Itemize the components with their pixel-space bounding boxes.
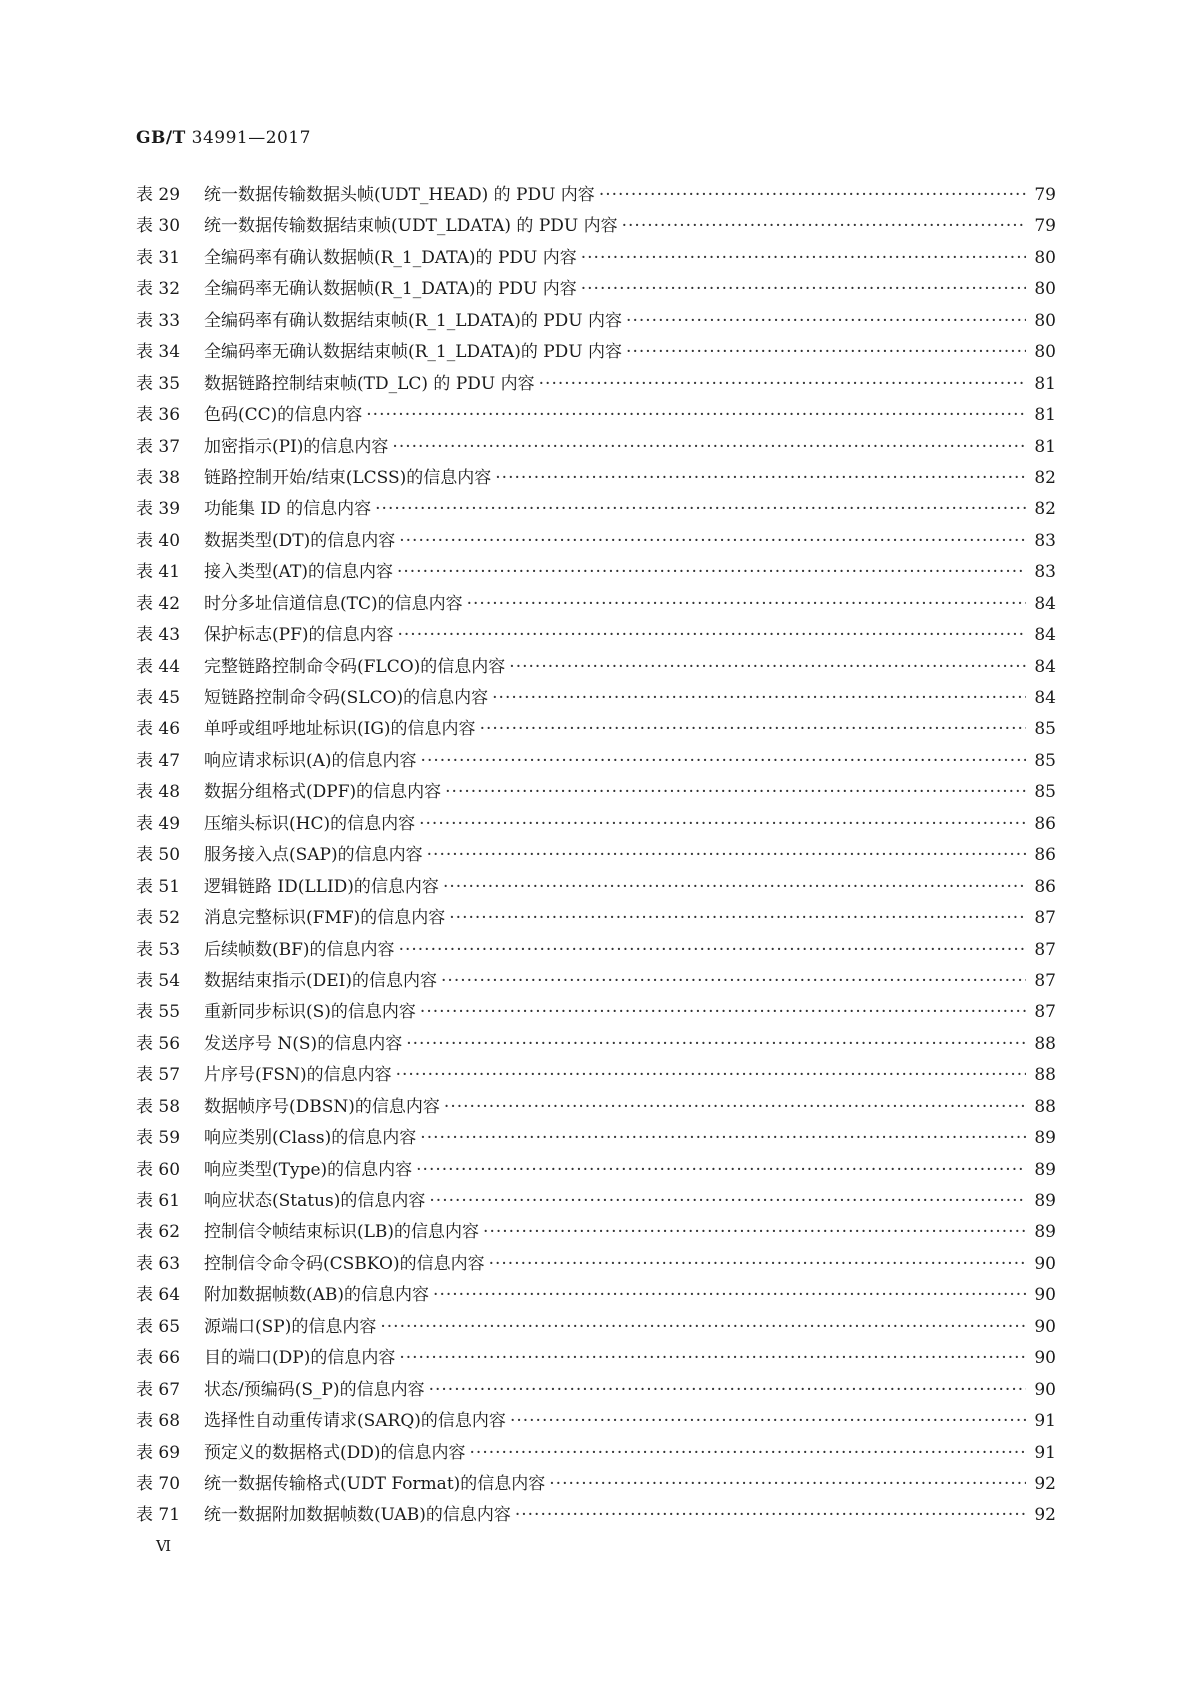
toc-page-number: 89 [1034,1191,1056,1211]
toc-table-number: 表 51 [136,876,181,897]
toc-title: 状态/预编码(S_P)的信息内容 [204,1379,425,1400]
toc-leader-dots [375,494,1026,525]
toc-table-number: 表 38 [136,467,181,488]
toc-table-number: 表 61 [136,1191,181,1211]
toc-title: 色码(CC)的信息内容 [204,405,363,426]
toc-title: 功能集 ID 的信息内容 [204,499,372,520]
toc-title: 附加数据帧数(AB)的信息内容 [204,1285,430,1306]
toc-entry[interactable] [136,840,1056,871]
toc-table-number: 表 56 [136,1033,181,1054]
toc-entry[interactable] [136,526,1056,557]
toc-page-number: 83 [1034,562,1056,583]
toc-title: 数据链路控制结束帧(TD_LC) 的 PDU 内容 [204,373,535,394]
toc-table-number: 表 31 [136,247,181,268]
standard-prefix: GB/T [136,128,186,148]
toc-leader-dots [483,1217,1026,1248]
toc-table-number: 表 35 [136,373,181,394]
toc-entry[interactable] [136,620,1056,651]
toc-page-number: 87 [1034,939,1056,960]
toc-title: 完整链路控制命令码(FLCO)的信息内容 [204,656,506,677]
toc-page-number: 82 [1034,499,1056,520]
toc-title: 发送序号 N(S)的信息内容 [204,1033,403,1054]
toc-leader-dots [433,1280,1026,1311]
toc-table-number: 表 58 [136,1096,181,1117]
toc-table-number: 表 59 [136,1128,181,1149]
toc-entry[interactable] [136,1123,1056,1154]
toc-page-number: 87 [1034,908,1056,929]
toc-table-number: 表 44 [136,656,181,677]
toc-entry[interactable] [136,243,1056,274]
toc-page-number: 81 [1034,373,1056,394]
toc-leader-dots [515,1500,1027,1531]
toc-table-number: 表 55 [136,1002,181,1023]
toc-title: 响应状态(Status)的信息内容 [204,1191,426,1211]
toc-page-number: 91 [1034,1442,1056,1463]
toc-title: 逻辑链路 ID(LLID)的信息内容 [204,876,439,897]
toc-table-number: 表 49 [136,813,181,834]
table-of-contents [136,180,1056,1532]
toc-table-number: 表 64 [136,1285,181,1306]
toc-page-number: 91 [1034,1411,1056,1432]
toc-entry[interactable] [136,589,1056,620]
toc-page-number: 80 [1034,247,1056,268]
toc-entry[interactable] [136,432,1056,463]
toc-entry[interactable] [136,935,1056,966]
toc-title: 响应请求标识(A)的信息内容 [204,750,417,771]
toc-leader-dots [427,840,1027,871]
toc-title: 重新同步标识(S)的信息内容 [204,1002,416,1023]
toc-leader-dots [392,432,1026,463]
toc-entry[interactable] [136,180,1056,211]
toc-leader-dots [429,1186,1026,1217]
toc-entry[interactable] [136,1280,1056,1311]
toc-leader-dots [443,872,1026,903]
toc-table-number: 表 37 [136,436,181,457]
toc-leader-dots [480,714,1027,745]
toc-leader-dots [399,1343,1026,1374]
toc-entry[interactable] [136,1500,1056,1531]
toc-entry[interactable] [136,306,1056,337]
toc-title: 数据分组格式(DPF)的信息内容 [204,782,442,803]
toc-leader-dots [626,337,1026,368]
toc-title: 统一数据附加数据帧数(UAB)的信息内容 [204,1505,511,1526]
toc-title: 压缩头标识(HC)的信息内容 [204,813,416,834]
toc-title: 全编码率无确认数据结束帧(R_1_LDATA)的 PDU 内容 [204,342,623,363]
toc-table-number: 表 45 [136,688,181,708]
toc-leader-dots [366,400,1026,431]
toc-table-number: 表 68 [136,1411,181,1432]
toc-entry[interactable] [136,211,1056,242]
toc-leader-dots [626,306,1026,337]
toc-page-number: 86 [1034,876,1056,897]
toc-table-number: 表 67 [136,1379,181,1400]
toc-title: 目的端口(DP)的信息内容 [204,1348,396,1369]
toc-table-number: 表 42 [136,593,181,614]
toc-leader-dots [445,777,1026,808]
toc-title: 统一数据传输数据结束帧(UDT_LDATA) 的 PDU 内容 [204,216,618,237]
toc-title: 统一数据传输数据头帧(UDT_HEAD) 的 PDU 内容 [204,185,595,205]
toc-page-number: 88 [1034,1065,1056,1086]
toc-table-number: 表 33 [136,310,181,331]
toc-page-number: 80 [1034,310,1056,331]
toc-leader-dots [380,1312,1026,1343]
toc-title: 全编码率无确认数据帧(R_1_DATA)的 PDU 内容 [204,279,577,300]
toc-entry[interactable] [136,400,1056,431]
toc-title: 统一数据传输格式(UDT Format)的信息内容 [204,1473,546,1494]
toc-leader-dots [406,1029,1026,1060]
toc-table-number: 表 60 [136,1159,181,1180]
toc-table-number: 表 46 [136,719,181,740]
toc-entry[interactable] [136,1438,1056,1469]
toc-table-number: 表 29 [136,185,181,205]
toc-leader-dots [398,620,1027,651]
toc-entry[interactable] [136,1249,1056,1280]
toc-page-number: 84 [1034,688,1056,708]
toc-entry[interactable] [136,1217,1056,1248]
toc-title: 后续帧数(BF)的信息内容 [204,939,395,960]
toc-leader-dots [539,369,1027,400]
toc-title: 单呼或组呼地址标识(IG)的信息内容 [204,719,476,740]
toc-table-number: 表 65 [136,1316,181,1337]
toc-leader-dots [449,903,1026,934]
toc-page-number: 80 [1034,279,1056,300]
toc-page-number: 79 [1034,185,1056,205]
toc-leader-dots [416,1155,1026,1186]
toc-leader-dots [441,966,1026,997]
toc-leader-dots [419,809,1026,840]
toc-leader-dots [470,1438,1027,1469]
toc-entry[interactable] [136,872,1056,903]
toc-table-number: 表 43 [136,625,181,646]
toc-entry[interactable] [136,1469,1056,1500]
toc-leader-dots [510,1406,1026,1437]
toc-table-number: 表 36 [136,405,181,426]
toc-page-number: 84 [1034,625,1056,646]
toc-page-number: 87 [1034,1002,1056,1023]
toc-title: 数据帧序号(DBSN)的信息内容 [204,1096,440,1117]
toc-leader-dots [489,1249,1027,1280]
page-number: Ⅵ [156,1537,172,1555]
standard-header [136,128,311,148]
toc-entry[interactable] [136,714,1056,745]
toc-entry[interactable] [136,494,1056,525]
toc-entry[interactable] [136,337,1056,368]
toc-entry[interactable] [136,809,1056,840]
toc-page-number: 90 [1034,1379,1056,1400]
toc-page-number: 84 [1034,656,1056,677]
toc-page-number: 83 [1034,530,1056,551]
toc-entry[interactable] [136,463,1056,494]
toc-title: 片序号(FSN)的信息内容 [204,1065,392,1086]
toc-entry[interactable] [136,997,1056,1028]
toc-leader-dots [420,1123,1026,1154]
toc-leader-dots [581,274,1027,305]
toc-title: 控制信令命令码(CSBKO)的信息内容 [204,1253,485,1274]
toc-table-number: 表 66 [136,1348,181,1369]
toc-table-number: 表 70 [136,1473,181,1494]
toc-entry[interactable] [136,1312,1056,1343]
toc-title: 加密指示(PI)的信息内容 [204,436,389,457]
toc-leader-dots [549,1469,1026,1500]
toc-leader-dots [509,652,1026,683]
toc-table-number: 表 63 [136,1253,181,1274]
toc-entry[interactable] [136,1186,1056,1217]
toc-page-number: 86 [1034,813,1056,834]
toc-leader-dots [581,243,1027,274]
toc-leader-dots [399,526,1026,557]
toc-title: 响应类型(Type)的信息内容 [204,1159,413,1180]
toc-title: 数据类型(DT)的信息内容 [204,530,396,551]
toc-title: 响应类别(Class)的信息内容 [204,1128,417,1149]
toc-title: 数据结束指示(DEI)的信息内容 [204,970,438,991]
toc-page-number: 90 [1034,1348,1056,1369]
toc-title: 时分多址信道信息(TC)的信息内容 [204,593,463,614]
toc-page-number: 90 [1034,1285,1056,1306]
toc-table-number: 表 30 [136,216,181,237]
toc-page-number: 87 [1034,970,1056,991]
toc-entry[interactable] [136,1029,1056,1060]
toc-page-number: 86 [1034,845,1056,866]
toc-title: 服务接入点(SAP)的信息内容 [204,845,423,866]
toc-entry[interactable] [136,683,1056,714]
toc-table-number: 表 47 [136,750,181,771]
toc-title: 链路控制开始/结束(LCSS)的信息内容 [204,467,492,488]
toc-title: 选择性自动重传请求(SARQ)的信息内容 [204,1411,506,1432]
toc-leader-dots [467,589,1027,620]
toc-title: 接入类型(AT)的信息内容 [204,562,393,583]
toc-page-number: 89 [1034,1159,1056,1180]
toc-title: 保护标志(PF)的信息内容 [204,625,394,646]
toc-page-number: 90 [1034,1253,1056,1274]
toc-table-number: 表 52 [136,908,181,929]
toc-table-number: 表 50 [136,845,181,866]
toc-table-number: 表 34 [136,342,181,363]
toc-page-number: 85 [1034,750,1056,771]
toc-page-number: 82 [1034,467,1056,488]
toc-table-number: 表 54 [136,970,181,991]
toc-page-number: 88 [1034,1096,1056,1117]
toc-table-number: 表 32 [136,279,181,300]
toc-title: 消息完整标识(FMF)的信息内容 [204,908,446,929]
toc-table-number: 表 71 [136,1505,181,1526]
toc-page-number: 81 [1034,405,1056,426]
toc-page-number: 89 [1034,1128,1056,1149]
toc-page-number: 81 [1034,436,1056,457]
toc-leader-dots [599,180,1027,211]
toc-leader-dots [421,746,1027,777]
toc-leader-dots [420,997,1026,1028]
toc-table-number: 表 40 [136,530,181,551]
toc-entry[interactable] [136,1406,1056,1437]
toc-page-number: 88 [1034,1033,1056,1054]
toc-entry[interactable] [136,1155,1056,1186]
toc-entry[interactable] [136,369,1056,400]
toc-page-number: 89 [1034,1222,1056,1243]
toc-page-number: 79 [1034,216,1056,237]
toc-leader-dots [399,935,1027,966]
toc-leader-dots [495,463,1026,494]
toc-entry[interactable] [136,1343,1056,1374]
toc-table-number: 表 48 [136,782,181,803]
toc-entry[interactable] [136,1375,1056,1406]
toc-title: 全编码率有确认数据结束帧(R_1_LDATA)的 PDU 内容 [204,310,623,331]
toc-page-number: 90 [1034,1316,1056,1337]
toc-entry[interactable] [136,777,1056,808]
toc-title: 源端口(SP)的信息内容 [204,1316,377,1337]
toc-page-number: 85 [1034,782,1056,803]
toc-leader-dots [492,683,1026,714]
toc-entry[interactable] [136,557,1056,588]
standard-number: 34991—2017 [191,128,311,148]
toc-page-number: 84 [1034,593,1056,614]
toc-entry[interactable] [136,652,1056,683]
toc-entry[interactable] [136,903,1056,934]
toc-leader-dots [444,1092,1026,1123]
toc-page-number: 85 [1034,719,1056,740]
toc-leader-dots [397,557,1026,588]
toc-entry[interactable] [136,966,1056,997]
toc-entry[interactable] [136,1060,1056,1091]
toc-table-number: 表 57 [136,1065,181,1086]
toc-table-number: 表 53 [136,939,181,960]
toc-page-number: 92 [1034,1473,1056,1494]
toc-leader-dots [622,211,1027,242]
toc-title: 全编码率有确认数据帧(R_1_DATA)的 PDU 内容 [204,247,577,268]
toc-entry[interactable] [136,746,1056,777]
toc-table-number: 表 41 [136,562,181,583]
toc-table-number: 表 62 [136,1222,181,1243]
toc-entry[interactable] [136,1092,1056,1123]
toc-page-number: 80 [1034,342,1056,363]
toc-leader-dots [429,1375,1027,1406]
toc-table-number: 表 39 [136,499,181,520]
toc-leader-dots [396,1060,1027,1091]
toc-page-number: 92 [1034,1505,1056,1526]
toc-title: 控制信令帧结束标识(LB)的信息内容 [204,1222,480,1243]
toc-table-number: 表 69 [136,1442,181,1463]
toc-entry[interactable] [136,274,1056,305]
toc-title: 预定义的数据格式(DD)的信息内容 [204,1442,466,1463]
toc-title: 短链路控制命令码(SLCO)的信息内容 [204,688,489,708]
